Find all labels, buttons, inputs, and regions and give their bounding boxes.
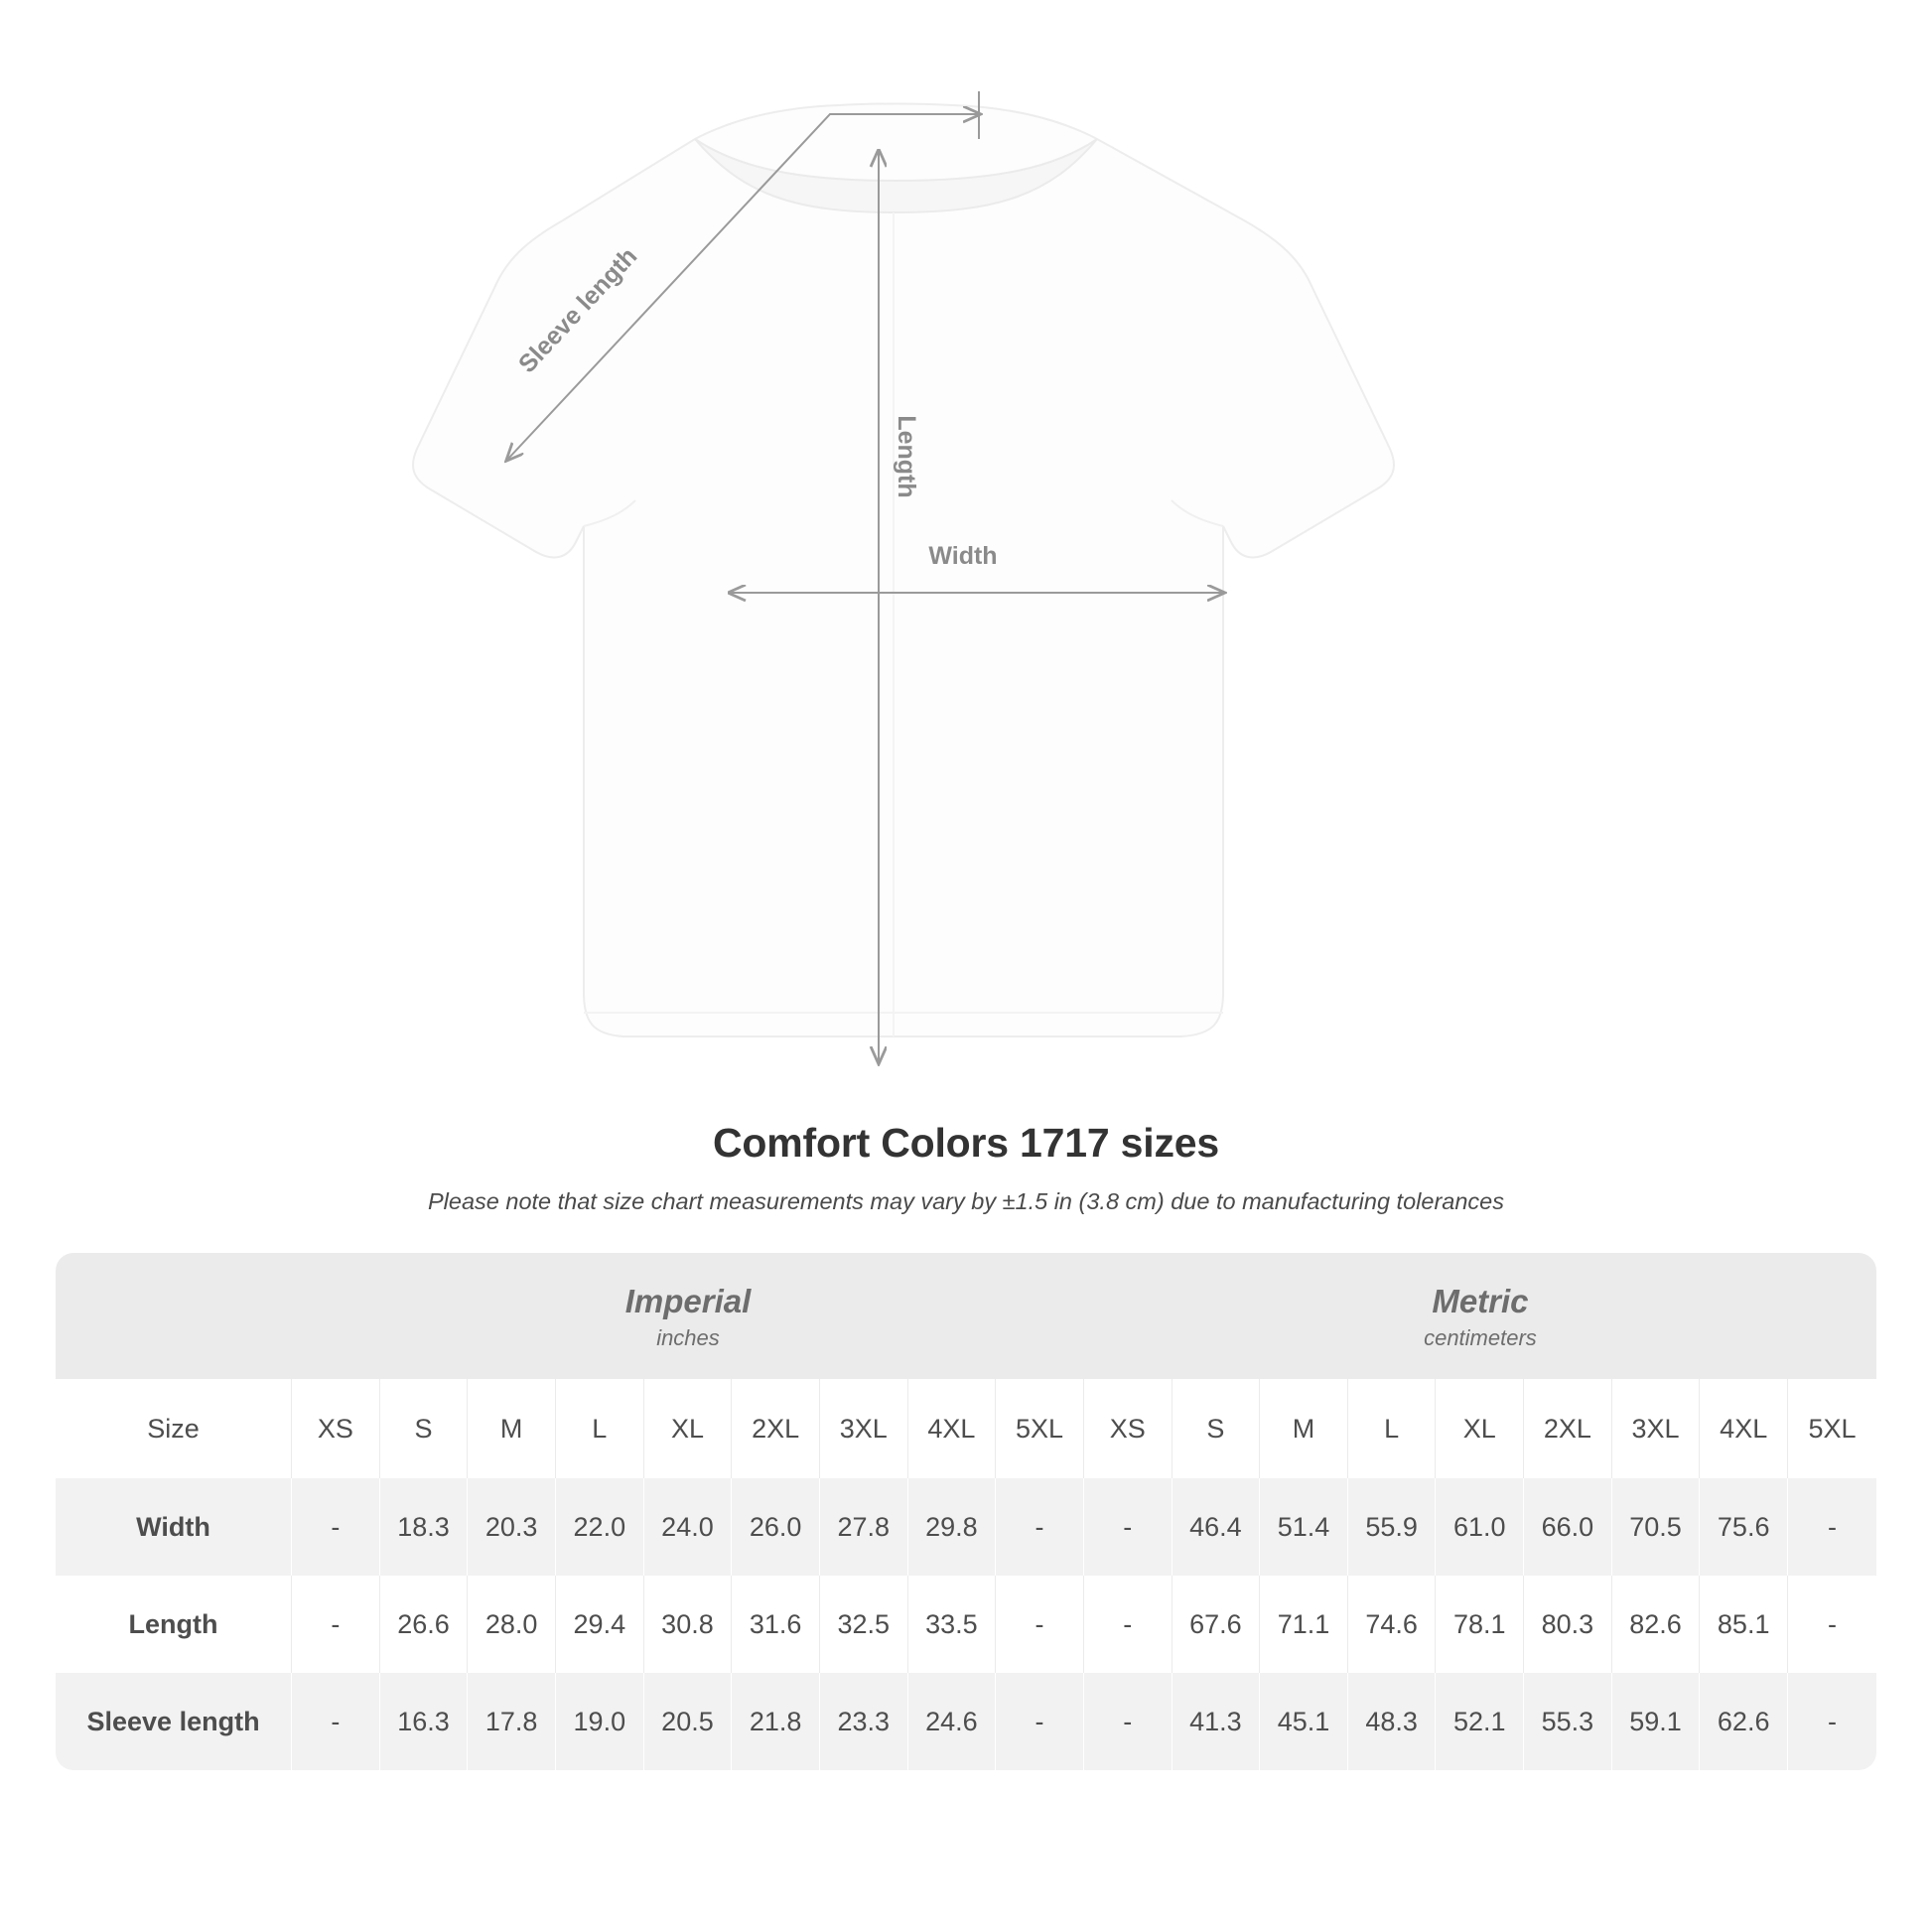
unit-metric-cell <box>1084 1253 1876 1379</box>
cell-width-imperial-5xl: - <box>996 1478 1084 1576</box>
cell-sleeve-imperial-2xl: 21.8 <box>732 1673 820 1770</box>
cell-length-imperial-m: 28.0 <box>468 1576 556 1673</box>
row-label-length: Length <box>56 1576 292 1673</box>
cell-sleeve-metric-5xl: - <box>1788 1673 1876 1770</box>
size-table-wrapper <box>56 1253 1876 1770</box>
size-header-imperial-m: M <box>468 1379 556 1478</box>
cell-length-imperial-2xl: 31.6 <box>732 1576 820 1673</box>
cell-width-imperial-xs: - <box>292 1478 380 1576</box>
page-title: Comfort Colors 1717 sizes <box>713 1120 1219 1166</box>
cell-sleeve-imperial-xs: - <box>292 1673 380 1770</box>
unit-imperial-name: Imperial <box>624 1282 752 1319</box>
cell-width-metric-5xl: - <box>1788 1478 1876 1576</box>
cell-width-imperial-m: 20.3 <box>468 1478 556 1576</box>
cell-sleeve-metric-3xl: 59.1 <box>1612 1673 1701 1770</box>
size-header-imperial-l: L <box>556 1379 644 1478</box>
unit-imperial-sub: inches <box>656 1325 720 1351</box>
size-header-imperial-xs: XS <box>292 1379 380 1478</box>
cell-length-imperial-5xl: - <box>996 1576 1084 1673</box>
size-header-metric-m: M <box>1260 1379 1348 1478</box>
cell-sleeve-imperial-4xl: 24.6 <box>908 1673 997 1770</box>
row-label-sleeve-length: Sleeve length <box>56 1673 292 1770</box>
tolerance-note: Please note that size chart measurements may vary by ±1.5 in (3.8 cm) due to manufacturing tolerances <box>428 1188 1504 1214</box>
cell-length-metric-xl: 78.1 <box>1436 1576 1524 1673</box>
cell-length-imperial-xl: 30.8 <box>644 1576 733 1673</box>
size-header-metric-3xl: 3XL <box>1612 1379 1701 1478</box>
table-row <box>56 1478 1876 1576</box>
cell-length-imperial-s: 26.6 <box>380 1576 469 1673</box>
cell-sleeve-imperial-m: 17.8 <box>468 1673 556 1770</box>
cell-width-metric-2xl: 66.0 <box>1524 1478 1612 1576</box>
cell-width-metric-l: 55.9 <box>1348 1478 1437 1576</box>
cell-sleeve-metric-xl: 52.1 <box>1436 1673 1524 1770</box>
size-header-imperial-5xl: 5XL <box>996 1379 1084 1478</box>
cell-sleeve-metric-4xl: 62.6 <box>1700 1673 1788 1770</box>
size-header-metric-2xl: 2XL <box>1524 1379 1612 1478</box>
cell-sleeve-metric-s: 41.3 <box>1173 1673 1261 1770</box>
size-header-metric-4xl: 4XL <box>1700 1379 1788 1478</box>
unit-corner-cell <box>56 1253 292 1379</box>
cell-sleeve-imperial-3xl: 23.3 <box>820 1673 908 1770</box>
size-header-row <box>56 1379 1876 1478</box>
width-label: Width <box>928 542 998 570</box>
cell-sleeve-metric-xs: - <box>1084 1673 1173 1770</box>
size-header-imperial-4xl: 4XL <box>908 1379 997 1478</box>
size-header-imperial-2xl: 2XL <box>732 1379 820 1478</box>
cell-width-imperial-2xl: 26.0 <box>732 1478 820 1576</box>
cell-length-metric-4xl: 85.1 <box>1700 1576 1788 1673</box>
cell-length-metric-s: 67.6 <box>1173 1576 1261 1673</box>
cell-length-imperial-3xl: 32.5 <box>820 1576 908 1673</box>
size-header-imperial-xl: XL <box>644 1379 733 1478</box>
size-header-metric-l: L <box>1348 1379 1437 1478</box>
row-label-width: Width <box>56 1478 292 1576</box>
cell-width-imperial-s: 18.3 <box>380 1478 469 1576</box>
cell-width-metric-xs: - <box>1084 1478 1173 1576</box>
cell-width-metric-s: 46.4 <box>1173 1478 1261 1576</box>
sleeve-length-label: Sleeve length <box>512 242 643 379</box>
cell-width-imperial-3xl: 27.8 <box>820 1478 908 1576</box>
cell-sleeve-metric-m: 45.1 <box>1260 1673 1348 1770</box>
table-row <box>56 1576 1876 1673</box>
length-label: Length <box>893 415 920 498</box>
cell-width-imperial-4xl: 29.8 <box>908 1478 997 1576</box>
cell-length-metric-m: 71.1 <box>1260 1576 1348 1673</box>
size-header-metric-s: S <box>1173 1379 1261 1478</box>
chart-header <box>0 1120 1932 1215</box>
cell-width-metric-m: 51.4 <box>1260 1478 1348 1576</box>
cell-length-metric-5xl: - <box>1788 1576 1876 1673</box>
size-header-imperial-3xl: 3XL <box>820 1379 908 1478</box>
cell-length-metric-2xl: 80.3 <box>1524 1576 1612 1673</box>
size-table <box>56 1253 1876 1770</box>
cell-length-metric-xs: - <box>1084 1576 1173 1673</box>
size-header-imperial-s: S <box>380 1379 469 1478</box>
cell-sleeve-imperial-s: 16.3 <box>380 1673 469 1770</box>
unit-metric-sub: centimeters <box>1424 1325 1537 1351</box>
cell-length-metric-l: 74.6 <box>1348 1576 1437 1673</box>
cell-length-imperial-xs: - <box>292 1576 380 1673</box>
size-header-metric-5xl: 5XL <box>1788 1379 1876 1478</box>
cell-width-metric-4xl: 75.6 <box>1700 1478 1788 1576</box>
tshirt-shape <box>413 104 1394 1037</box>
table-row <box>56 1673 1876 1770</box>
unit-imperial-cell <box>292 1253 1084 1379</box>
cell-length-metric-3xl: 82.6 <box>1612 1576 1701 1673</box>
size-header-metric-xs: XS <box>1084 1379 1173 1478</box>
size-label-cell: Size <box>56 1379 292 1478</box>
cell-sleeve-imperial-5xl: - <box>996 1673 1084 1770</box>
cell-sleeve-imperial-l: 19.0 <box>556 1673 644 1770</box>
cell-width-imperial-xl: 24.0 <box>644 1478 733 1576</box>
cell-sleeve-metric-l: 48.3 <box>1348 1673 1437 1770</box>
unit-header-row <box>56 1253 1876 1379</box>
size-header-metric-xl: XL <box>1436 1379 1524 1478</box>
cell-width-metric-xl: 61.0 <box>1436 1478 1524 1576</box>
cell-width-imperial-l: 22.0 <box>556 1478 644 1576</box>
unit-metric-name: Metric <box>1432 1282 1529 1319</box>
cell-sleeve-imperial-xl: 20.5 <box>644 1673 733 1770</box>
cell-width-metric-3xl: 70.5 <box>1612 1478 1701 1576</box>
cell-length-imperial-l: 29.4 <box>556 1576 644 1673</box>
cell-sleeve-metric-2xl: 55.3 <box>1524 1673 1612 1770</box>
cell-length-imperial-4xl: 33.5 <box>908 1576 997 1673</box>
